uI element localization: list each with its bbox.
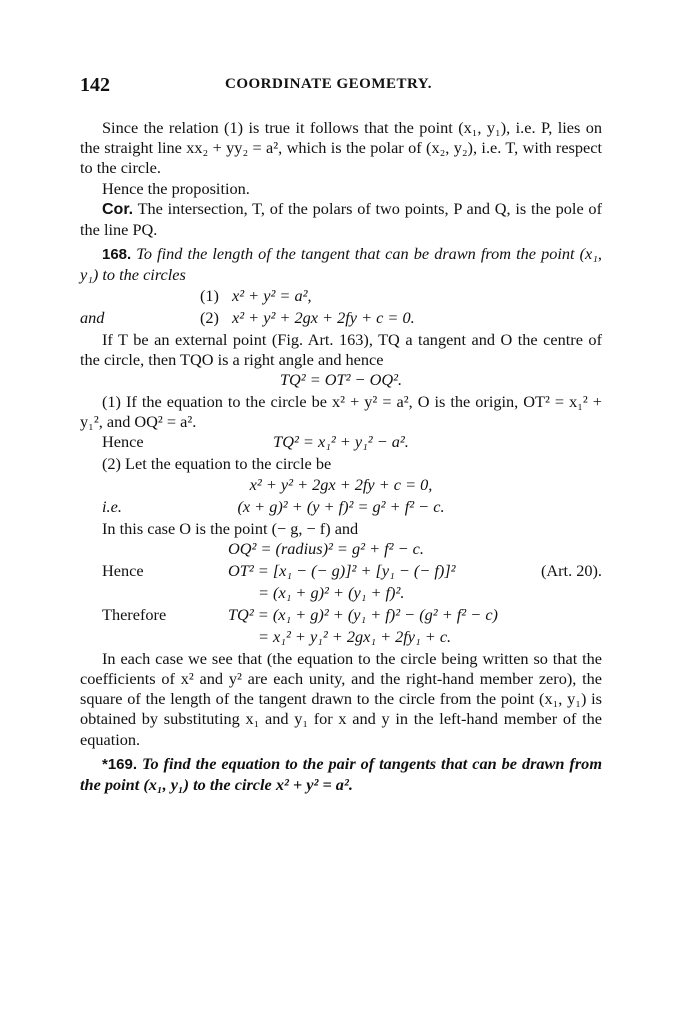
corollary-text: The intersection, T, of the polars of two points, P and Q, is the pole of the line PQ.	[80, 198, 602, 240]
equation-ot-simplified	[80, 583, 602, 605]
equation-2-label: and	[80, 307, 105, 327]
equation-6-expr: (x + g)² + (y + f)² = g² + f² − c.	[237, 496, 445, 516]
equation-2-number: (2)	[200, 307, 219, 327]
equation-ot-squared	[80, 561, 602, 583]
article-169-heading	[80, 754, 602, 795]
equation-5-expr: x² + y² + 2gx + 2fy + c = 0,	[249, 474, 433, 494]
equation-case-1-result	[80, 432, 602, 454]
article-168-title: To find the length of the tangent that can be drawn from the point (x₁, y₁) to the circles	[80, 244, 602, 285]
equation-tq-general	[80, 605, 602, 627]
equation-circle-1	[80, 286, 602, 308]
article-168-number: 168.	[102, 246, 132, 264]
equation-11-expr: = x₁² + y₁² + 2gx₁ + 2fy₁ + c.	[258, 626, 452, 646]
corollary-label: Cor.	[102, 200, 134, 218]
equation-1-number: (1)	[200, 285, 219, 305]
paragraph-case-2: (2) Let the equation to the circle be	[102, 454, 332, 474]
paragraph-external-point: If T be an external point (Fig. Art. 163), TQ a tangent and O the centre of the circle, then TQO is a right angle and hence	[80, 329, 602, 369]
ie-label: i.e.	[102, 496, 122, 516]
equation-9-expr: = (x₁ + g)² + (y₁ + f)².	[258, 582, 405, 602]
paragraph-polar-proof: Since the relation (1) is true it follows that the point (x₁, y₁), i.e. P, lies on the straight line xx₂ + yy₂ = a², which is the polar of (x₂, y₂), i.e. T, with respect to the circle.	[80, 118, 602, 178]
equation-tq-squared	[80, 370, 602, 392]
equation-general-circle	[80, 475, 602, 497]
equation-8-expr: OT² = [x₁ − (− g)]² + [y₁ − (− f)]²	[228, 560, 456, 580]
running-title: COORDINATE GEOMETRY.	[225, 76, 432, 92]
equation-3-expr: TQ² = OT² − OQ².	[279, 370, 403, 390]
equation-circle-2	[80, 308, 602, 330]
equation-4-expr: TQ² = x₁² + y₁² − a².	[273, 432, 409, 452]
equation-10-expr: TQ² = (x₁ + g)² + (y₁ + f)² − (g² + f² − c)	[228, 604, 498, 624]
paragraph-hence-proposition: Hence the proposition.	[102, 178, 250, 198]
page-number: 142	[80, 74, 110, 96]
corollary	[80, 199, 602, 240]
therefore-label: Therefore	[102, 604, 167, 624]
equation-2-expr: x² + y² + 2gx + 2fy + c = 0.	[232, 307, 415, 327]
paragraph-case-1: (1) If the equation to the circle be x² + y² = a², O is the origin, OT² = x₁² + y₁², and OQ² = a².	[80, 392, 602, 432]
hence-label: Hence	[102, 432, 144, 452]
article-169-number: *169.	[102, 755, 138, 773]
equation-radius	[80, 539, 602, 561]
article-168-heading	[80, 244, 602, 285]
article-169-title: To find the equation to the pair of tangents that can be drawn from the point (x₁, y₁) to the circle x² + y² = a².	[80, 753, 602, 795]
equation-tq-final	[80, 627, 602, 649]
equation-1-expr: x² + y² = a²,	[232, 285, 312, 305]
paragraph-conclusion: In each case we see that (the equation to the circle being written so that the coefficients of x² and y² are each unity, and the right-hand member zero), the square of the length of the tangent drawn to the circle from the point (x₁, y₁) is obtained by substituting x₁ and y₁ for x and y in the left-hand member of the equation.	[80, 648, 602, 749]
equation-completed-square	[80, 497, 602, 519]
page-body	[80, 118, 602, 795]
equation-7-expr: OQ² = (radius)² = g² + f² − c.	[228, 538, 424, 558]
article-20-reference: (Art. 20).	[540, 560, 602, 580]
paragraph-centre: In this case O is the point (− g, − f) and	[102, 518, 359, 538]
hence-label-2: Hence	[102, 560, 144, 580]
